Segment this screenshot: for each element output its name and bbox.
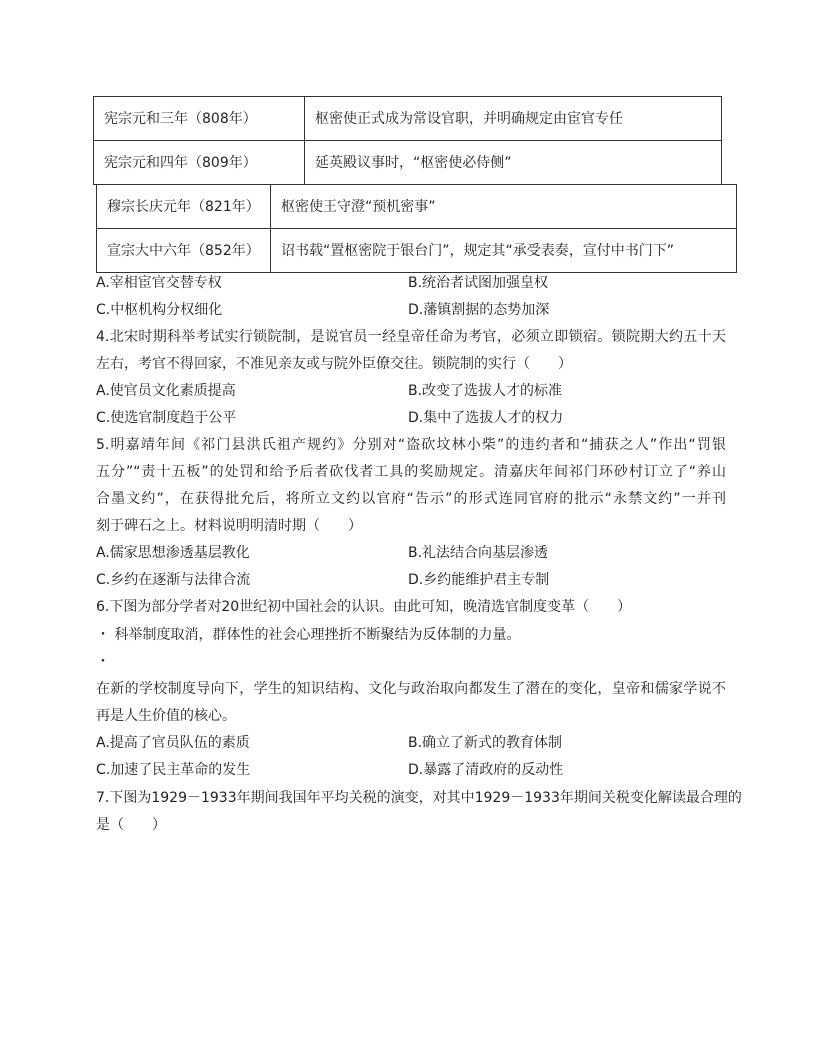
table-row <box>97 185 737 229</box>
table-cell-event: 延英殿议事时，“枢密使必侍侧” <box>305 141 722 185</box>
dynasty-table-part-1 <box>93 96 722 185</box>
q6-bullet-2: ・ <box>96 654 110 670</box>
q6-stem: 6.下图为部分学者对20世纪初中国社会的认识。由此可知，晚清选官制度变革（ ） <box>96 599 632 615</box>
q4-option-d: D.集中了选拔人才的权力 <box>408 410 564 426</box>
q4-stem-line-2: 左右，考官不得回家，不准见亲友或与院外臣僚交往。锁院制的实行（ ） <box>96 356 572 372</box>
q5-stem-line-3: 合墨文约”，在获得批允后，将所立文约以官府“告示”的形式连同官府的批示“永禁文约”一并刊 <box>96 491 726 507</box>
q5-stem-line-4: 刻于碑石之上。材料说明明清时期（ ） <box>96 518 362 534</box>
table-cell-date: 穆宗长庆元年（821年） <box>97 185 271 229</box>
q3-option-d: D.藩镇割据的态势加深 <box>408 302 550 318</box>
q5-option-d: D.乡约能维护君主专制 <box>408 572 550 588</box>
q7-stem-line-2: 是（ ） <box>96 817 166 833</box>
q6-bullet-1: ・ 科举制度取消，群体性的社会心理挫折不断聚结为反体制的力量。 <box>96 627 521 643</box>
q3-option-c: C.中枢机构分权细化 <box>96 302 223 318</box>
q6-continuation-line-2: 再是人生价值的核心。 <box>96 708 236 724</box>
q3-option-a: A.宰相宦官交替专权 <box>96 275 222 291</box>
table-cell-event: 诏书载“置枢密院于银台门”，规定其“承受表奏，宣付中书门下” <box>271 229 737 273</box>
table-cell-date: 宪宗元和四年（809年） <box>94 141 305 185</box>
q4-stem-line-1: 4.北宋时期科举考试实行锁院制，是说官员一经皇帝任命为考官，必须立即锁宿。锁院期大约五十天 <box>96 329 726 345</box>
q5-stem-line-1: 5.明嘉靖年间《祁门县洪氏祖产规约》分别对“盗砍坟林小柴”的违约者和“捕获之人”作出“罚银 <box>96 437 726 453</box>
q5-option-c: C.乡约在逐渐与法律合流 <box>96 572 251 588</box>
q3-option-b: B.统治者试图加强皇权 <box>408 275 549 291</box>
q7-stem-line-1: 7.下图为1929－1933年期间我国年平均关税的演变，对其中1929－1933年期间关税变化解读最合理的 <box>96 790 742 806</box>
q5-option-b: B.礼法结合向基层渗透 <box>408 545 549 561</box>
q6-continuation-line-1: 在新的学校制度导向下，学生的知识结构、文化与政治取向都发生了潜在的变化，皇帝和儒家学说不 <box>96 681 726 697</box>
table-cell-event: 枢密使正式成为常设官职，并明确规定由宦官专任 <box>305 97 722 141</box>
table-cell-event: 枢密使王守澄“预机密事” <box>271 185 737 229</box>
q6-option-c: C.加速了民主革命的发生 <box>96 762 251 778</box>
q5-option-a: A.儒家思想渗透基层教化 <box>96 545 250 561</box>
table-cell-date: 宣宗大中六年（852年） <box>97 229 271 273</box>
table-cell-date: 宪宗元和三年（808年） <box>94 97 305 141</box>
q6-option-d: D.暴露了清政府的反动性 <box>408 762 564 778</box>
table-row <box>94 97 722 141</box>
q4-option-b: B.改变了选拔人才的标准 <box>408 383 563 399</box>
q4-option-c: C.使选官制度趋于公平 <box>96 410 237 426</box>
table-row <box>97 229 737 273</box>
q6-option-b: B.确立了新式的教育体制 <box>408 735 563 751</box>
q5-stem-line-2: 五分”“责十五板”的处罚和给予后者砍伐者工具的奖励规定。清嘉庆年间祁门环砂村订立了“养山 <box>96 464 726 480</box>
q4-option-a: A.使官员文化素质提高 <box>96 383 236 399</box>
table-row <box>94 141 722 185</box>
q6-option-a: A.提高了官员队伍的素质 <box>96 735 250 751</box>
dynasty-table-part-2 <box>96 184 737 273</box>
